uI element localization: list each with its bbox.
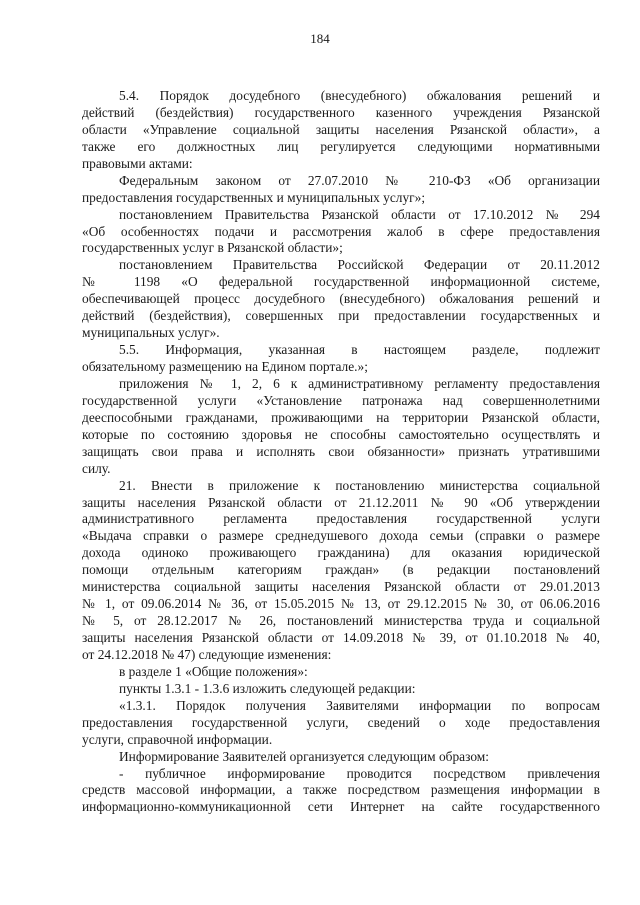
text-line: дохода одиноко проживающего гражданина) для оказания юридической — [82, 545, 600, 561]
text-line: Федеральным законом от 27.07.2010 № 210-ФЗ «Об организации — [119, 172, 600, 188]
text-line: № 1198 «О федеральной государственной информационной системе, — [82, 274, 600, 290]
text-line: также его должностных лиц регулируется следующими нормативными — [82, 138, 600, 154]
document-body — [82, 88, 600, 816]
text-line: приложения № 1, 2, 6 к административному регламенту предоставления — [119, 375, 600, 391]
text-line: «Об особенностях подачи и рассмотрения жалоб в сфере предоставления — [82, 223, 600, 239]
text-line: которые по состоянию здоровья не способны самостоятельно осуществлять и — [82, 426, 600, 442]
text-line: № 1, от 09.06.2014 № 36, от 15.05.2015 № 13, от 29.12.2015 № 30, от 06.06.2016 — [82, 596, 600, 612]
text-line: обязательному размещению на Едином портале.»; — [82, 359, 368, 374]
text-line: силу. — [82, 460, 111, 476]
text-line: административного регламента предоставления государственной услуги — [82, 511, 600, 527]
text-line: министерства социальной защиты населения Рязанской области от 29.01.2013 — [82, 579, 600, 595]
text-line: пункты 1.3.1 - 1.3.6 изложить следующей редакции: — [119, 680, 416, 696]
text-line: «Выдача справки о размере среднедушевого дохода семьи (справки о размере — [82, 528, 600, 544]
text-line: постановлением Правительства Рязанской области от 17.10.2012 № 294 — [119, 206, 600, 222]
text-line: обеспечивающей процесс досудебного (внесудебного) обжалования решений и — [82, 291, 600, 307]
page-number: 184 — [310, 31, 330, 46]
text-line: действий (бездействия), совершенных при предоставлении государственных и — [82, 308, 600, 324]
text-line: защищать свои права и исполнять свои обязанности» признать утратившими — [82, 443, 600, 459]
text-line: защиты населения Рязанской области от 14.09.2018 № 39, от 01.10.2018 № 40, — [82, 630, 600, 645]
text-line: области «Управление социальной защиты населения Рязанской области», а — [82, 121, 600, 137]
text-line: государственной услуги «Установление патронажа над совершеннолетними — [82, 392, 600, 408]
text-line: информационно-коммуникационной сети Интернет на сайте государственного — [82, 799, 600, 815]
text-line: государственных услуг в Рязанской области»; — [82, 240, 343, 256]
text-line: 5.4. Порядок досудебного (внесудебного) обжалования решений и — [119, 88, 600, 103]
text-line: услуги, справочной информации. — [82, 731, 273, 747]
text-line: предоставления государственных и муниципальных услуг»; — [82, 189, 426, 205]
text-line: 21. Внести в приложение к постановлению министерства социальной — [119, 477, 600, 493]
text-line: правовыми актами: — [82, 155, 193, 171]
text-line: постановлением Правительства Российской Федерации от 20.11.2012 — [119, 257, 600, 273]
text-line: - публичное информирование проводится посредством привлечения — [119, 765, 600, 781]
text-line: защиты населения Рязанской области от 21.12.2011 № 90 «Об утверждении — [82, 494, 600, 510]
text-line: 5.5. Информация, указанная в настоящем разделе, подлежит — [119, 342, 600, 358]
text-line: в разделе 1 «Общие положения»: — [119, 663, 308, 679]
text-line: от 24.12.2018 № 47) следующие изменения: — [82, 646, 332, 662]
text-line: средств массовой информации, а также посредством размещения информации в — [82, 782, 600, 798]
text-line: Информирование Заявителей организуется следующим образом: — [119, 748, 489, 764]
text-line: действий (бездействия) государственного казенного учреждения Рязанской — [82, 104, 600, 120]
text-line: помощи отдельным категориям граждан» (в редакции постановлений — [82, 562, 600, 578]
text-line: № 5, от 28.12.2017 № 26, постановлений министерства труда и социальной — [82, 613, 600, 629]
text-line: муниципальных услуг». — [82, 325, 220, 341]
text-line: предоставления государственной услуги, сведений о ходе предоставления — [82, 714, 600, 730]
text-line: «1.3.1. Порядок получения Заявителями информации по вопросам — [119, 697, 600, 713]
text-line: дееспособными гражданами, проживающими на территории Рязанской области, — [82, 409, 600, 425]
